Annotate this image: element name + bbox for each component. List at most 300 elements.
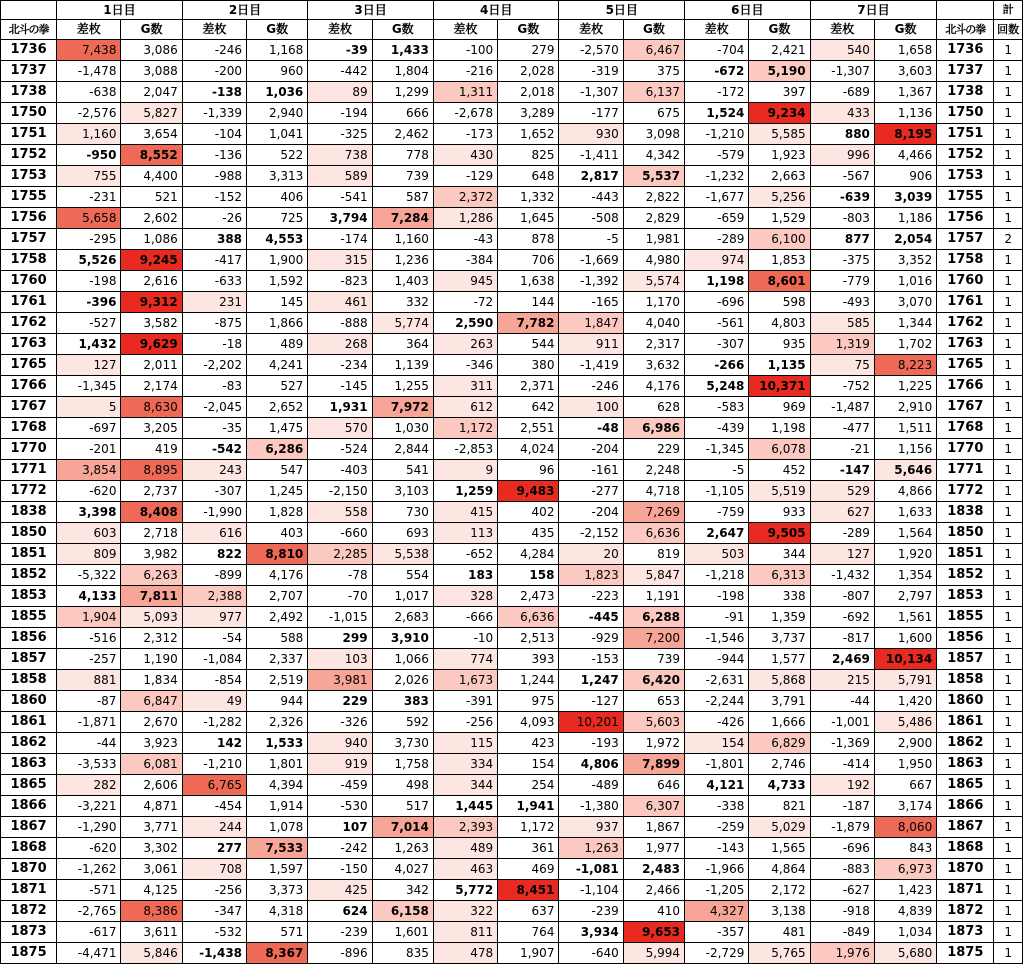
diff-cell: 2,372 bbox=[433, 187, 497, 208]
g-count-cell: 154 bbox=[498, 754, 559, 775]
g-count-cell: 4,318 bbox=[247, 901, 308, 922]
diff-cell: 996 bbox=[810, 145, 874, 166]
total-count: 1 bbox=[994, 712, 1023, 733]
machine-number-right: 1767 bbox=[937, 397, 994, 418]
machine-number: 1851 bbox=[1, 544, 57, 565]
diff-cell: -204 bbox=[559, 439, 623, 460]
machine-number-right: 1756 bbox=[937, 208, 994, 229]
g-count-cell: 6,288 bbox=[623, 607, 684, 628]
diff-cell: -325 bbox=[308, 124, 372, 145]
table-row bbox=[1, 145, 1023, 166]
diff-cell: -384 bbox=[433, 250, 497, 271]
diff-cell: -1,669 bbox=[559, 250, 623, 271]
g-count-cell: 423 bbox=[498, 733, 559, 754]
g-count-cell: 6,137 bbox=[623, 82, 684, 103]
machine-number-right: 1872 bbox=[937, 901, 994, 922]
g-count-cell: 1,923 bbox=[749, 145, 810, 166]
g-count-cell: 1,867 bbox=[623, 817, 684, 838]
g-count-cell: 2,652 bbox=[247, 397, 308, 418]
diff-cell: 282 bbox=[57, 775, 121, 796]
diff-cell: -950 bbox=[57, 145, 121, 166]
corner-cell bbox=[1, 1, 57, 20]
g-count-cell: 3,174 bbox=[874, 796, 936, 817]
diff-cell: -1,369 bbox=[810, 733, 874, 754]
g-count-cell: 6,158 bbox=[372, 901, 433, 922]
g-count-cell: 383 bbox=[372, 691, 433, 712]
g-count-cell: 1,866 bbox=[247, 313, 308, 334]
g-count-cell: 375 bbox=[623, 61, 684, 82]
g-count-cell: 5,827 bbox=[121, 103, 182, 124]
diff-cell: -445 bbox=[559, 607, 623, 628]
diff-cell: -638 bbox=[57, 82, 121, 103]
g-count-cell: 906 bbox=[874, 166, 936, 187]
diff-cell: -44 bbox=[57, 733, 121, 754]
diff-cell: 558 bbox=[308, 502, 372, 523]
diff-cell: -944 bbox=[685, 649, 749, 670]
diff-cell: -530 bbox=[308, 796, 372, 817]
col-diff-header: 差枚 bbox=[57, 20, 121, 40]
g-count-cell: 2,602 bbox=[121, 208, 182, 229]
diff-cell: 1,286 bbox=[433, 208, 497, 229]
table-row bbox=[1, 460, 1023, 481]
g-count-cell: 1,600 bbox=[874, 628, 936, 649]
g-count-cell: 4,342 bbox=[623, 145, 684, 166]
table-row bbox=[1, 838, 1023, 859]
diff-cell: -696 bbox=[685, 292, 749, 313]
machine-number: 1872 bbox=[1, 901, 57, 922]
day-header: 7日目 bbox=[810, 1, 937, 20]
g-count-cell: 547 bbox=[247, 460, 308, 481]
g-count-cell: 592 bbox=[372, 712, 433, 733]
g-count-cell: 2,492 bbox=[247, 607, 308, 628]
diff-cell: -194 bbox=[308, 103, 372, 124]
machine-number: 1768 bbox=[1, 418, 57, 439]
diff-cell: -1,205 bbox=[685, 880, 749, 901]
table-row bbox=[1, 796, 1023, 817]
diff-cell: -5,322 bbox=[57, 565, 121, 586]
machine-number-right: 1873 bbox=[937, 922, 994, 943]
diff-cell: 334 bbox=[433, 754, 497, 775]
machine-number: 1770 bbox=[1, 439, 57, 460]
diff-cell: 937 bbox=[559, 817, 623, 838]
g-count-cell: 554 bbox=[372, 565, 433, 586]
machine-number-right: 1871 bbox=[937, 880, 994, 901]
col-diff-header: 差枚 bbox=[810, 20, 874, 40]
g-count-cell: 1,332 bbox=[498, 187, 559, 208]
table-row bbox=[1, 82, 1023, 103]
diff-cell: -18 bbox=[182, 334, 246, 355]
g-count-cell: 571 bbox=[247, 922, 308, 943]
g-count-cell: 1,907 bbox=[498, 943, 559, 964]
table-row bbox=[1, 313, 1023, 334]
machine-number: 1868 bbox=[1, 838, 57, 859]
diff-cell: 192 bbox=[810, 775, 874, 796]
g-count-cell: 2,174 bbox=[121, 376, 182, 397]
g-count-cell: 8,451 bbox=[498, 880, 559, 901]
g-count-cell: 5,574 bbox=[623, 271, 684, 292]
diff-cell: -516 bbox=[57, 628, 121, 649]
g-count-cell: 3,730 bbox=[372, 733, 433, 754]
g-count-cell: 452 bbox=[749, 460, 810, 481]
g-count-cell: 1,244 bbox=[498, 670, 559, 691]
g-count-cell: 1,170 bbox=[623, 292, 684, 313]
diff-cell: -807 bbox=[810, 586, 874, 607]
total-count: 1 bbox=[994, 460, 1023, 481]
diff-cell: -817 bbox=[810, 628, 874, 649]
machine-number: 1767 bbox=[1, 397, 57, 418]
diff-cell: 415 bbox=[433, 502, 497, 523]
diff-cell: -1,232 bbox=[685, 166, 749, 187]
diff-cell: 589 bbox=[308, 166, 372, 187]
g-count-cell: 4,024 bbox=[498, 439, 559, 460]
table-row bbox=[1, 607, 1023, 628]
g-count-cell: 1,533 bbox=[247, 733, 308, 754]
g-count-cell: 7,533 bbox=[247, 838, 308, 859]
diff-cell: -542 bbox=[182, 439, 246, 460]
diff-cell: -1,411 bbox=[559, 145, 623, 166]
diff-cell: 2,285 bbox=[308, 544, 372, 565]
g-count-cell: 598 bbox=[749, 292, 810, 313]
table-row bbox=[1, 397, 1023, 418]
total-count: 1 bbox=[994, 250, 1023, 271]
g-count-cell: 406 bbox=[247, 187, 308, 208]
g-count-cell: 960 bbox=[247, 61, 308, 82]
diff-cell: -1,282 bbox=[182, 712, 246, 733]
diff-cell: 20 bbox=[559, 544, 623, 565]
total-count: 1 bbox=[994, 733, 1023, 754]
diff-cell: -442 bbox=[308, 61, 372, 82]
g-count-cell: 1,135 bbox=[749, 355, 810, 376]
diff-cell: -295 bbox=[57, 229, 121, 250]
g-count-cell: 527 bbox=[247, 376, 308, 397]
g-count-cell: 6,263 bbox=[121, 565, 182, 586]
machine-number: 1772 bbox=[1, 481, 57, 502]
diff-cell: -326 bbox=[308, 712, 372, 733]
machine-number: 1863 bbox=[1, 754, 57, 775]
g-count-cell: 666 bbox=[372, 103, 433, 124]
g-count-cell: 397 bbox=[749, 82, 810, 103]
g-count-cell: 544 bbox=[498, 334, 559, 355]
diff-cell: -357 bbox=[685, 922, 749, 943]
diff-cell: -70 bbox=[308, 586, 372, 607]
diff-cell: -127 bbox=[559, 691, 623, 712]
diff-cell: -443 bbox=[559, 187, 623, 208]
table-row bbox=[1, 544, 1023, 565]
machine-number: 1753 bbox=[1, 166, 57, 187]
diff-cell: 877 bbox=[810, 229, 874, 250]
diff-cell: 1,172 bbox=[433, 418, 497, 439]
g-count-cell: 2,047 bbox=[121, 82, 182, 103]
g-count-cell: 1,914 bbox=[247, 796, 308, 817]
diff-cell: -83 bbox=[182, 376, 246, 397]
g-count-cell: 1,564 bbox=[874, 523, 936, 544]
g-count-cell: 2,421 bbox=[749, 40, 810, 61]
table-row bbox=[1, 754, 1023, 775]
g-count-cell: 9,234 bbox=[749, 103, 810, 124]
total-count: 1 bbox=[994, 166, 1023, 187]
diff-cell: -426 bbox=[685, 712, 749, 733]
g-count-cell: 2,900 bbox=[874, 733, 936, 754]
machine-number: 1766 bbox=[1, 376, 57, 397]
diff-cell: -823 bbox=[308, 271, 372, 292]
g-count-cell: 1,977 bbox=[623, 838, 684, 859]
diff-cell: -223 bbox=[559, 586, 623, 607]
diff-cell: 107 bbox=[308, 817, 372, 838]
g-count-cell: 5,603 bbox=[623, 712, 684, 733]
diff-cell: -659 bbox=[685, 208, 749, 229]
g-count-cell: 8,552 bbox=[121, 145, 182, 166]
machine-number: 1762 bbox=[1, 313, 57, 334]
g-count-cell: 7,899 bbox=[623, 754, 684, 775]
diff-cell: -1,339 bbox=[182, 103, 246, 124]
g-count-cell: 1,017 bbox=[372, 586, 433, 607]
g-count-cell: 6,100 bbox=[749, 229, 810, 250]
g-count-cell: 5,256 bbox=[749, 187, 810, 208]
g-count-cell: 8,223 bbox=[874, 355, 936, 376]
table-row bbox=[1, 628, 1023, 649]
g-count-cell: 4,733 bbox=[749, 775, 810, 796]
diff-cell: 1,976 bbox=[810, 943, 874, 964]
machine-number: 1855 bbox=[1, 607, 57, 628]
g-count-cell: 8,601 bbox=[749, 271, 810, 292]
diff-cell: -129 bbox=[433, 166, 497, 187]
g-count-cell: 2,018 bbox=[498, 82, 559, 103]
diff-cell: -338 bbox=[685, 796, 749, 817]
total-count: 1 bbox=[994, 292, 1023, 313]
g-count-cell: 1,236 bbox=[372, 250, 433, 271]
g-count-cell: 825 bbox=[498, 145, 559, 166]
col-diff-header: 差枚 bbox=[559, 20, 623, 40]
g-count-cell: 667 bbox=[874, 775, 936, 796]
diff-cell: 231 bbox=[182, 292, 246, 313]
g-count-cell: 6,973 bbox=[874, 859, 936, 880]
g-count-cell: 7,014 bbox=[372, 817, 433, 838]
diff-cell: 299 bbox=[308, 628, 372, 649]
g-count-cell: 1,156 bbox=[874, 439, 936, 460]
g-count-cell: 4,400 bbox=[121, 166, 182, 187]
g-count-cell: 5,680 bbox=[874, 943, 936, 964]
g-count-cell: 1,801 bbox=[247, 754, 308, 775]
diff-cell: 113 bbox=[433, 523, 497, 544]
machine-number-right: 1750 bbox=[937, 103, 994, 124]
corner-cell-right bbox=[937, 1, 994, 20]
diff-cell: 708 bbox=[182, 859, 246, 880]
g-count-cell: 3,302 bbox=[121, 838, 182, 859]
total-count: 1 bbox=[994, 103, 1023, 124]
diff-cell: -633 bbox=[182, 271, 246, 292]
g-count-cell: 637 bbox=[498, 901, 559, 922]
table-row bbox=[1, 733, 1023, 754]
diff-cell: 585 bbox=[810, 313, 874, 334]
total-count: 1 bbox=[994, 607, 1023, 628]
diff-cell: 612 bbox=[433, 397, 497, 418]
diff-cell: -666 bbox=[433, 607, 497, 628]
col-diff-header: 差枚 bbox=[433, 20, 497, 40]
diff-cell: -234 bbox=[308, 355, 372, 376]
diff-cell: 344 bbox=[433, 775, 497, 796]
g-count-cell: 4,125 bbox=[121, 880, 182, 901]
diff-cell: 263 bbox=[433, 334, 497, 355]
diff-cell: -1,438 bbox=[182, 943, 246, 964]
machine-number-right: 1867 bbox=[937, 817, 994, 838]
g-count-cell: 2,737 bbox=[121, 481, 182, 502]
table-row bbox=[1, 229, 1023, 250]
diff-cell: 1,931 bbox=[308, 397, 372, 418]
g-count-cell: 2,371 bbox=[498, 376, 559, 397]
g-count-cell: 5,868 bbox=[749, 670, 810, 691]
machine-number: 1750 bbox=[1, 103, 57, 124]
g-count-cell: 1,638 bbox=[498, 271, 559, 292]
total-count: 1 bbox=[994, 565, 1023, 586]
diff-cell: -289 bbox=[810, 523, 874, 544]
total-count: 1 bbox=[994, 922, 1023, 943]
g-count-cell: 361 bbox=[498, 838, 559, 859]
diff-cell: 2,817 bbox=[559, 166, 623, 187]
total-count: 1 bbox=[994, 880, 1023, 901]
g-count-cell: 3,088 bbox=[121, 61, 182, 82]
total-label-top: 計 bbox=[994, 1, 1023, 20]
diff-cell: -477 bbox=[810, 418, 874, 439]
g-count-cell: 5,847 bbox=[623, 565, 684, 586]
total-count: 1 bbox=[994, 670, 1023, 691]
g-count-cell: 2,011 bbox=[121, 355, 182, 376]
g-count-cell: 3,070 bbox=[874, 292, 936, 313]
diff-cell: 930 bbox=[559, 124, 623, 145]
g-count-cell: 1,645 bbox=[498, 208, 559, 229]
diff-cell: 89 bbox=[308, 82, 372, 103]
g-count-cell: 419 bbox=[121, 439, 182, 460]
diff-cell: -193 bbox=[559, 733, 623, 754]
g-count-cell: 5,093 bbox=[121, 607, 182, 628]
g-count-cell: 3,923 bbox=[121, 733, 182, 754]
g-count-cell: 1,950 bbox=[874, 754, 936, 775]
table-row bbox=[1, 817, 1023, 838]
table-row bbox=[1, 691, 1023, 712]
g-count-cell: 3,086 bbox=[121, 40, 182, 61]
diff-cell: -5 bbox=[559, 229, 623, 250]
diff-cell: 277 bbox=[182, 838, 246, 859]
g-count-cell: 6,829 bbox=[749, 733, 810, 754]
diff-cell: -256 bbox=[182, 880, 246, 901]
g-count-cell: 4,803 bbox=[749, 313, 810, 334]
diff-cell: 570 bbox=[308, 418, 372, 439]
g-count-cell: 7,972 bbox=[372, 397, 433, 418]
diff-cell: -759 bbox=[685, 502, 749, 523]
g-count-cell: 522 bbox=[247, 145, 308, 166]
g-count-cell: 3,611 bbox=[121, 922, 182, 943]
g-count-cell: 1,981 bbox=[623, 229, 684, 250]
diff-cell: -620 bbox=[57, 838, 121, 859]
g-count-cell: 778 bbox=[372, 145, 433, 166]
day-header: 4日目 bbox=[433, 1, 559, 20]
diff-cell: -1,307 bbox=[559, 82, 623, 103]
diff-cell: -289 bbox=[685, 229, 749, 250]
diff-cell: 7,438 bbox=[57, 40, 121, 61]
g-count-cell: 3,982 bbox=[121, 544, 182, 565]
diff-cell: -417 bbox=[182, 250, 246, 271]
diff-cell: -256 bbox=[433, 712, 497, 733]
table-body bbox=[1, 40, 1023, 964]
machine-number-right: 1768 bbox=[937, 418, 994, 439]
g-count-cell: 1,561 bbox=[874, 607, 936, 628]
g-count-cell: 1,900 bbox=[247, 250, 308, 271]
g-count-cell: 2,483 bbox=[623, 859, 684, 880]
diff-cell: 5,248 bbox=[685, 376, 749, 397]
table-row bbox=[1, 187, 1023, 208]
g-count-cell: 1,597 bbox=[247, 859, 308, 880]
g-count-cell: 4,176 bbox=[623, 376, 684, 397]
diff-cell: -2,631 bbox=[685, 670, 749, 691]
table-row bbox=[1, 439, 1023, 460]
g-count-cell: 1,652 bbox=[498, 124, 559, 145]
diff-cell: 142 bbox=[182, 733, 246, 754]
g-count-cell: 3,039 bbox=[874, 187, 936, 208]
machine-number-right: 1855 bbox=[937, 607, 994, 628]
diff-cell: -3,221 bbox=[57, 796, 121, 817]
day-header: 2日目 bbox=[182, 1, 308, 20]
g-count-cell: 1,433 bbox=[372, 40, 433, 61]
g-count-cell: 144 bbox=[498, 292, 559, 313]
diff-cell: -104 bbox=[182, 124, 246, 145]
diff-cell: 1,524 bbox=[685, 103, 749, 124]
machine-number: 1853 bbox=[1, 586, 57, 607]
machine-number-right: 1765 bbox=[937, 355, 994, 376]
g-count-cell: 6,078 bbox=[749, 439, 810, 460]
machine-number-right: 1737 bbox=[937, 61, 994, 82]
g-count-cell: 1,136 bbox=[874, 103, 936, 124]
g-count-cell: 5,486 bbox=[874, 712, 936, 733]
diff-cell: -541 bbox=[308, 187, 372, 208]
machine-number-right: 1752 bbox=[937, 145, 994, 166]
diff-cell: -2,729 bbox=[685, 943, 749, 964]
machine-number: 1870 bbox=[1, 859, 57, 880]
table-row bbox=[1, 901, 1023, 922]
diff-cell: 1,247 bbox=[559, 670, 623, 691]
g-count-cell: 7,269 bbox=[623, 502, 684, 523]
total-count: 1 bbox=[994, 355, 1023, 376]
diff-cell: -1,290 bbox=[57, 817, 121, 838]
g-count-cell: 1,666 bbox=[749, 712, 810, 733]
g-count-cell: 1,529 bbox=[749, 208, 810, 229]
diff-cell: 919 bbox=[308, 754, 372, 775]
g-count-cell: 2,462 bbox=[372, 124, 433, 145]
diff-cell: -1,380 bbox=[559, 796, 623, 817]
g-count-cell: 489 bbox=[247, 334, 308, 355]
diff-cell: -1,084 bbox=[182, 649, 246, 670]
g-count-cell: 9,653 bbox=[623, 922, 684, 943]
diff-cell: 1,259 bbox=[433, 481, 497, 502]
diff-cell: 1,198 bbox=[685, 271, 749, 292]
g-count-cell: 5,646 bbox=[874, 460, 936, 481]
machine-number-right: 1770 bbox=[937, 439, 994, 460]
diff-cell: 774 bbox=[433, 649, 497, 670]
diff-cell: -875 bbox=[182, 313, 246, 334]
diff-cell: 4,133 bbox=[57, 586, 121, 607]
diff-cell: 809 bbox=[57, 544, 121, 565]
diff-cell: -204 bbox=[559, 502, 623, 523]
diff-cell: -165 bbox=[559, 292, 623, 313]
g-count-cell: 332 bbox=[372, 292, 433, 313]
g-count-cell: 2,606 bbox=[121, 775, 182, 796]
g-count-cell: 1,972 bbox=[623, 733, 684, 754]
g-count-cell: 5,791 bbox=[874, 670, 936, 691]
machine-number: 1861 bbox=[1, 712, 57, 733]
g-count-cell: 2,317 bbox=[623, 334, 684, 355]
g-count-cell: 6,636 bbox=[498, 607, 559, 628]
machine-number-right: 1850 bbox=[937, 523, 994, 544]
machine-number-right: 1838 bbox=[937, 502, 994, 523]
diff-cell: -617 bbox=[57, 922, 121, 943]
